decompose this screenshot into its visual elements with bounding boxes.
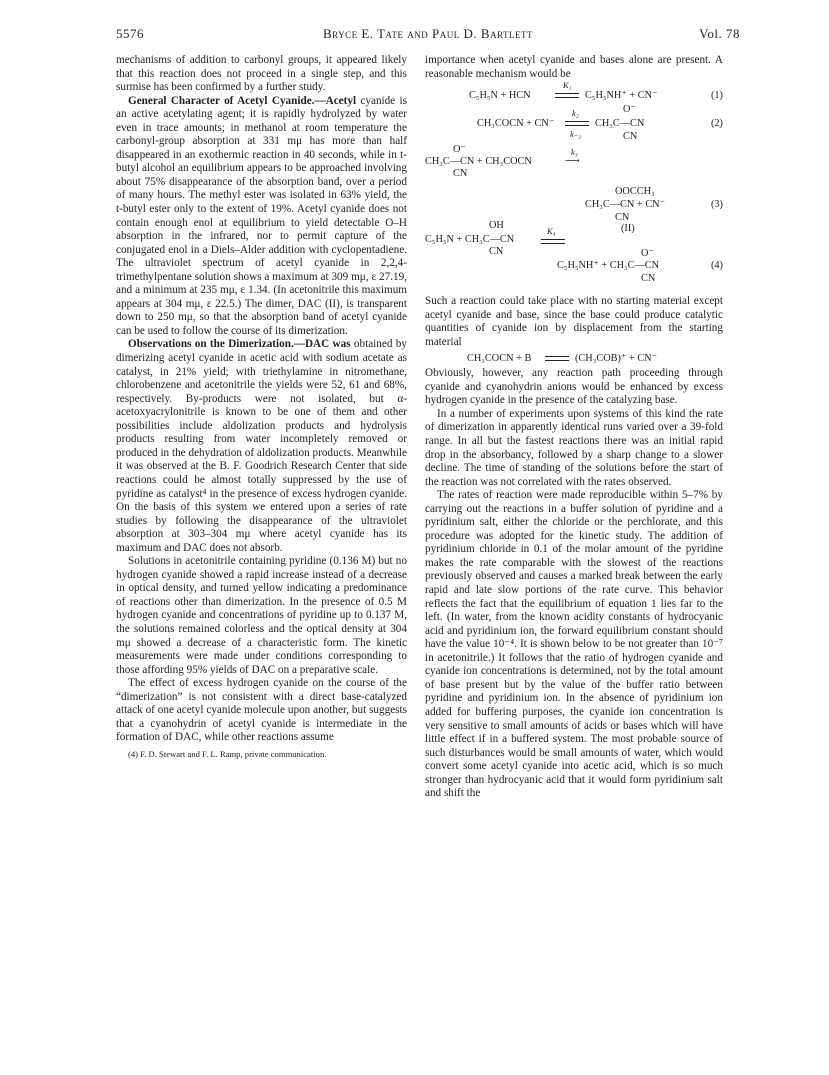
equation-rhs: (CH₃COB)⁺ + CN⁻ bbox=[575, 353, 658, 365]
section-runin-heading: Observations on the Dimerization.—DAC was bbox=[128, 338, 351, 351]
equation-substituent: CN bbox=[453, 168, 468, 180]
reaction-arrow: ⟶ bbox=[565, 156, 580, 168]
paragraph-text: cyanide is an active acetylating agent; it is rapidly hydrolyzed by water even in trace amounts; in methanol at room temperature the carbonyl-group absorption at 331 mμ has more than half disappeared in an exothermic reaction in 40 seconds, while in t-butyl alcohol an equilibrium appears to be approached involving about 75% disappearance of the absorption band, over a period of many hours. The methyl ester was isolated in 63% yield, the t-butyl ester only to the extent of 19%. Acetyl cyanide does not contain enough enol at equilibrium to yield detectable O–H absorption in the infrared, nor to permit capture of the conjugated enol in a Diels–Alder addition with cyclopentadiene. The ultraviolet spectrum of acetyl cyanide in 2,2,4-trimethylpentane solution shows a maximum at 309 mμ, ε 27.19, and a minimum at 235 mμ, ε 1.34. (In acetonitrile this maximum appears at 304 mμ, ε 22.5.) The dimer, DAC (II), is transparent down to 250 mμ, so that the absorption band of acetyl cyanide can be used to follow the course of its dimerization. bbox=[116, 94, 408, 337]
equation-number: (1) bbox=[710, 90, 723, 102]
equation-5 bbox=[425, 349, 723, 367]
footnote: (4) F. D. Stewart and F. L. Ramp, private communication. bbox=[128, 748, 327, 759]
running-title: Bryce E. Tate and Paul D. Bartlett bbox=[322, 26, 534, 41]
equation-number: (2) bbox=[710, 118, 723, 130]
rate-constant: k₃ bbox=[571, 147, 578, 158]
equation-substituent: CN bbox=[615, 212, 630, 224]
paragraph-text: obtained by dimerizing acetyl cyanide in acetic acid with sodium acetate as catalyst, in 21% yield; with triethylamine in nitromethane, chlorobenzene and acetonitrile the yields were 52, 61 and 68%, respectively. By-products were not isolated, but α-acetoxyacrylonitrile is known to be one of them and other possibilities include aldolization products and hydrolysis products resulting from water incompletely removed or produced in the dehydration of aldolization products. Meanwhile it was observed at the B. F. Goodrich Research Center that side reactions could be almost totally suppressed by the use of pyridine as catalyst⁴ in the presence of excess hydrogen cyanide. On the basis of this system we entered upon a series of rate studies by following the disappearance of the ultraviolet absorption at 303–304 mμ where acetyl cyanide has its maximum and DAC does not absorb. bbox=[116, 338, 407, 554]
equation-lhs: CH₃COCN + B bbox=[467, 353, 532, 365]
paragraph: Obviously, however, any reaction path proceeding through cyanide and cyanohydrin anions would be enhanced by excess hydrogen cyanide in the presence of the catalyzing base. bbox=[425, 367, 723, 407]
paragraph: Solutions in acetonitrile containing pyridine (0.136 M) but no hydrogen cyanide showed a rapid increase instead of a decrease in optical density, and turned yellow indicating a predominance of reactions other than dimerization. In the presence of 0.5 M hydrogen cyanide and concentrations of pyridine up to 0.137 M, the solutions remained colorless and the optical density at 304 mμ showed a decrease of a characteristic form. The kinetic measurements were made under conditions corresponding to those affording 95% yields of DAC on a preparative scale. bbox=[116, 555, 407, 676]
equation-substituent: OH bbox=[489, 220, 504, 232]
right-column bbox=[425, 54, 723, 801]
equation-rhs: CH₃C—CN + CN⁻ bbox=[585, 199, 666, 211]
rate-constant: k₋₂ bbox=[570, 129, 582, 140]
equation-substituent: CN bbox=[641, 273, 656, 285]
paragraph: The effect of excess hydrogen cyanide on the course of the “dimerization” is not consistent with a direct base-catalyzed attack of one acetyl cyanide molecule upon another, but suggests that a cyanohydrin of acetyl cyanide is intermediate in the formation of DAC, while other reactions assume bbox=[116, 677, 407, 744]
equation-rhs: C₅H₅NH⁺ + CN⁻ bbox=[585, 90, 658, 102]
equation-3 bbox=[425, 143, 723, 233]
equation-substituent: O⁻ bbox=[641, 248, 654, 260]
equation-lhs: C₅H₅N + CH₃C—CN bbox=[425, 234, 515, 246]
paragraph bbox=[116, 95, 407, 339]
equation-number: (4) bbox=[710, 260, 723, 272]
left-column bbox=[116, 54, 407, 760]
equation-2 bbox=[425, 103, 723, 143]
rate-constant: k₂ bbox=[572, 108, 579, 119]
paragraph: The rates of reaction were made reproducible within 5–7% by carrying out the reactions in a buffer solution of pyridine and a pyridinium salt, either the chloride or the perchlorate, and this procedure was adopted for the kinetic study. The addition of pyridinium chloride in 0.1 of the molar amount of the pyridine makes the rate comparable with the slowest of the reactions previously observed and causes a marked break between the early rapid and late slow portions of the rate curve. This behavior reflects the fact that the equilibrium of equation 1 lies far to the left. (In water, from the known acidity constants of hydrocyanic acid and pyridinium ion, the forward equilibrium constant should have the value 10⁻⁴. It is shown below to be not greater than 10⁻⁷ in acetonitrile.) It follows that the ratio of hydrogen cyanide and cyanide ion concentrations is determined, not by the total amount of base present but by the value of the buffer ratio between pyridine and pyridinium ion. In the absence of pyridinium ion added for buffering purposes, the cyanide ion concentration is very sensitive to small amounts of acids or bases which will have little effect if in a buffered system. The most probable source of such disturbances would be small amounts of water, which would convert some acetyl cyanide into acetic acid, which is so much stronger than hydrocyanic acid that it would form pyridinium salt and shift the bbox=[425, 489, 723, 800]
equation-lhs: C₅H₅N + HCN bbox=[469, 90, 531, 102]
rate-constant: K₁ bbox=[563, 80, 572, 91]
compound-label: (II) bbox=[621, 223, 635, 235]
equation-lhs: CH₃C—CN + CH₃COCN bbox=[425, 156, 532, 168]
paragraph bbox=[116, 338, 407, 555]
paragraph: importance when acetyl cyanide and bases alone are present. A reasonable mechanism would be bbox=[425, 54, 723, 80]
equation-lhs: CH₃COCN + CN⁻ bbox=[477, 118, 555, 130]
equation-rhs: C₅H₅NH⁺ + CH₃C—CN bbox=[557, 260, 660, 272]
paragraph: Such a reaction could take place with no starting material except acetyl cyanide and base, since the base could produce catalytic quantities of cyanide ion by displacement from the starting material bbox=[425, 295, 723, 348]
equation-1 bbox=[425, 81, 723, 103]
equilibrium-arrow bbox=[545, 354, 569, 364]
paragraph: mechanisms of addition to carbonyl groups, it appeared likely that this reaction does not proceed in a single step, and this surmise has been confirmed by a further study. bbox=[116, 54, 407, 94]
section-runin-heading: General Character of Acetyl Cyanide.—Acetyl bbox=[128, 94, 357, 107]
paragraph: In a number of experiments upon systems of this kind the rate of dimerization in apparently identical runs varied over a 39-fold range. In all but the fastest reactions there was an initial rapid drop in the absorbancy, followed by a sharp change to a slower decline. The time of standing of the solutions before the start of the reaction was not correlated with the rates observed. bbox=[425, 407, 723, 488]
equation-substituent: CN bbox=[489, 246, 504, 258]
equilibrium-arrow bbox=[541, 237, 565, 247]
equation-substituent: O⁻ bbox=[453, 144, 466, 156]
equilibrium-arrow bbox=[555, 91, 579, 101]
equation-substituent: OOCCH₃ bbox=[615, 186, 655, 198]
equation-substituent: CN bbox=[623, 131, 638, 143]
volume-label: Vol. 78 bbox=[699, 26, 740, 41]
page-number: 5576 bbox=[116, 26, 144, 41]
equation-rhs: CH₃C—CN bbox=[595, 118, 645, 130]
running-header bbox=[116, 26, 740, 46]
equation-number: (3) bbox=[710, 199, 723, 211]
rate-constant: K₄ bbox=[547, 226, 556, 237]
equation-substituent: O⁻ bbox=[623, 104, 636, 116]
